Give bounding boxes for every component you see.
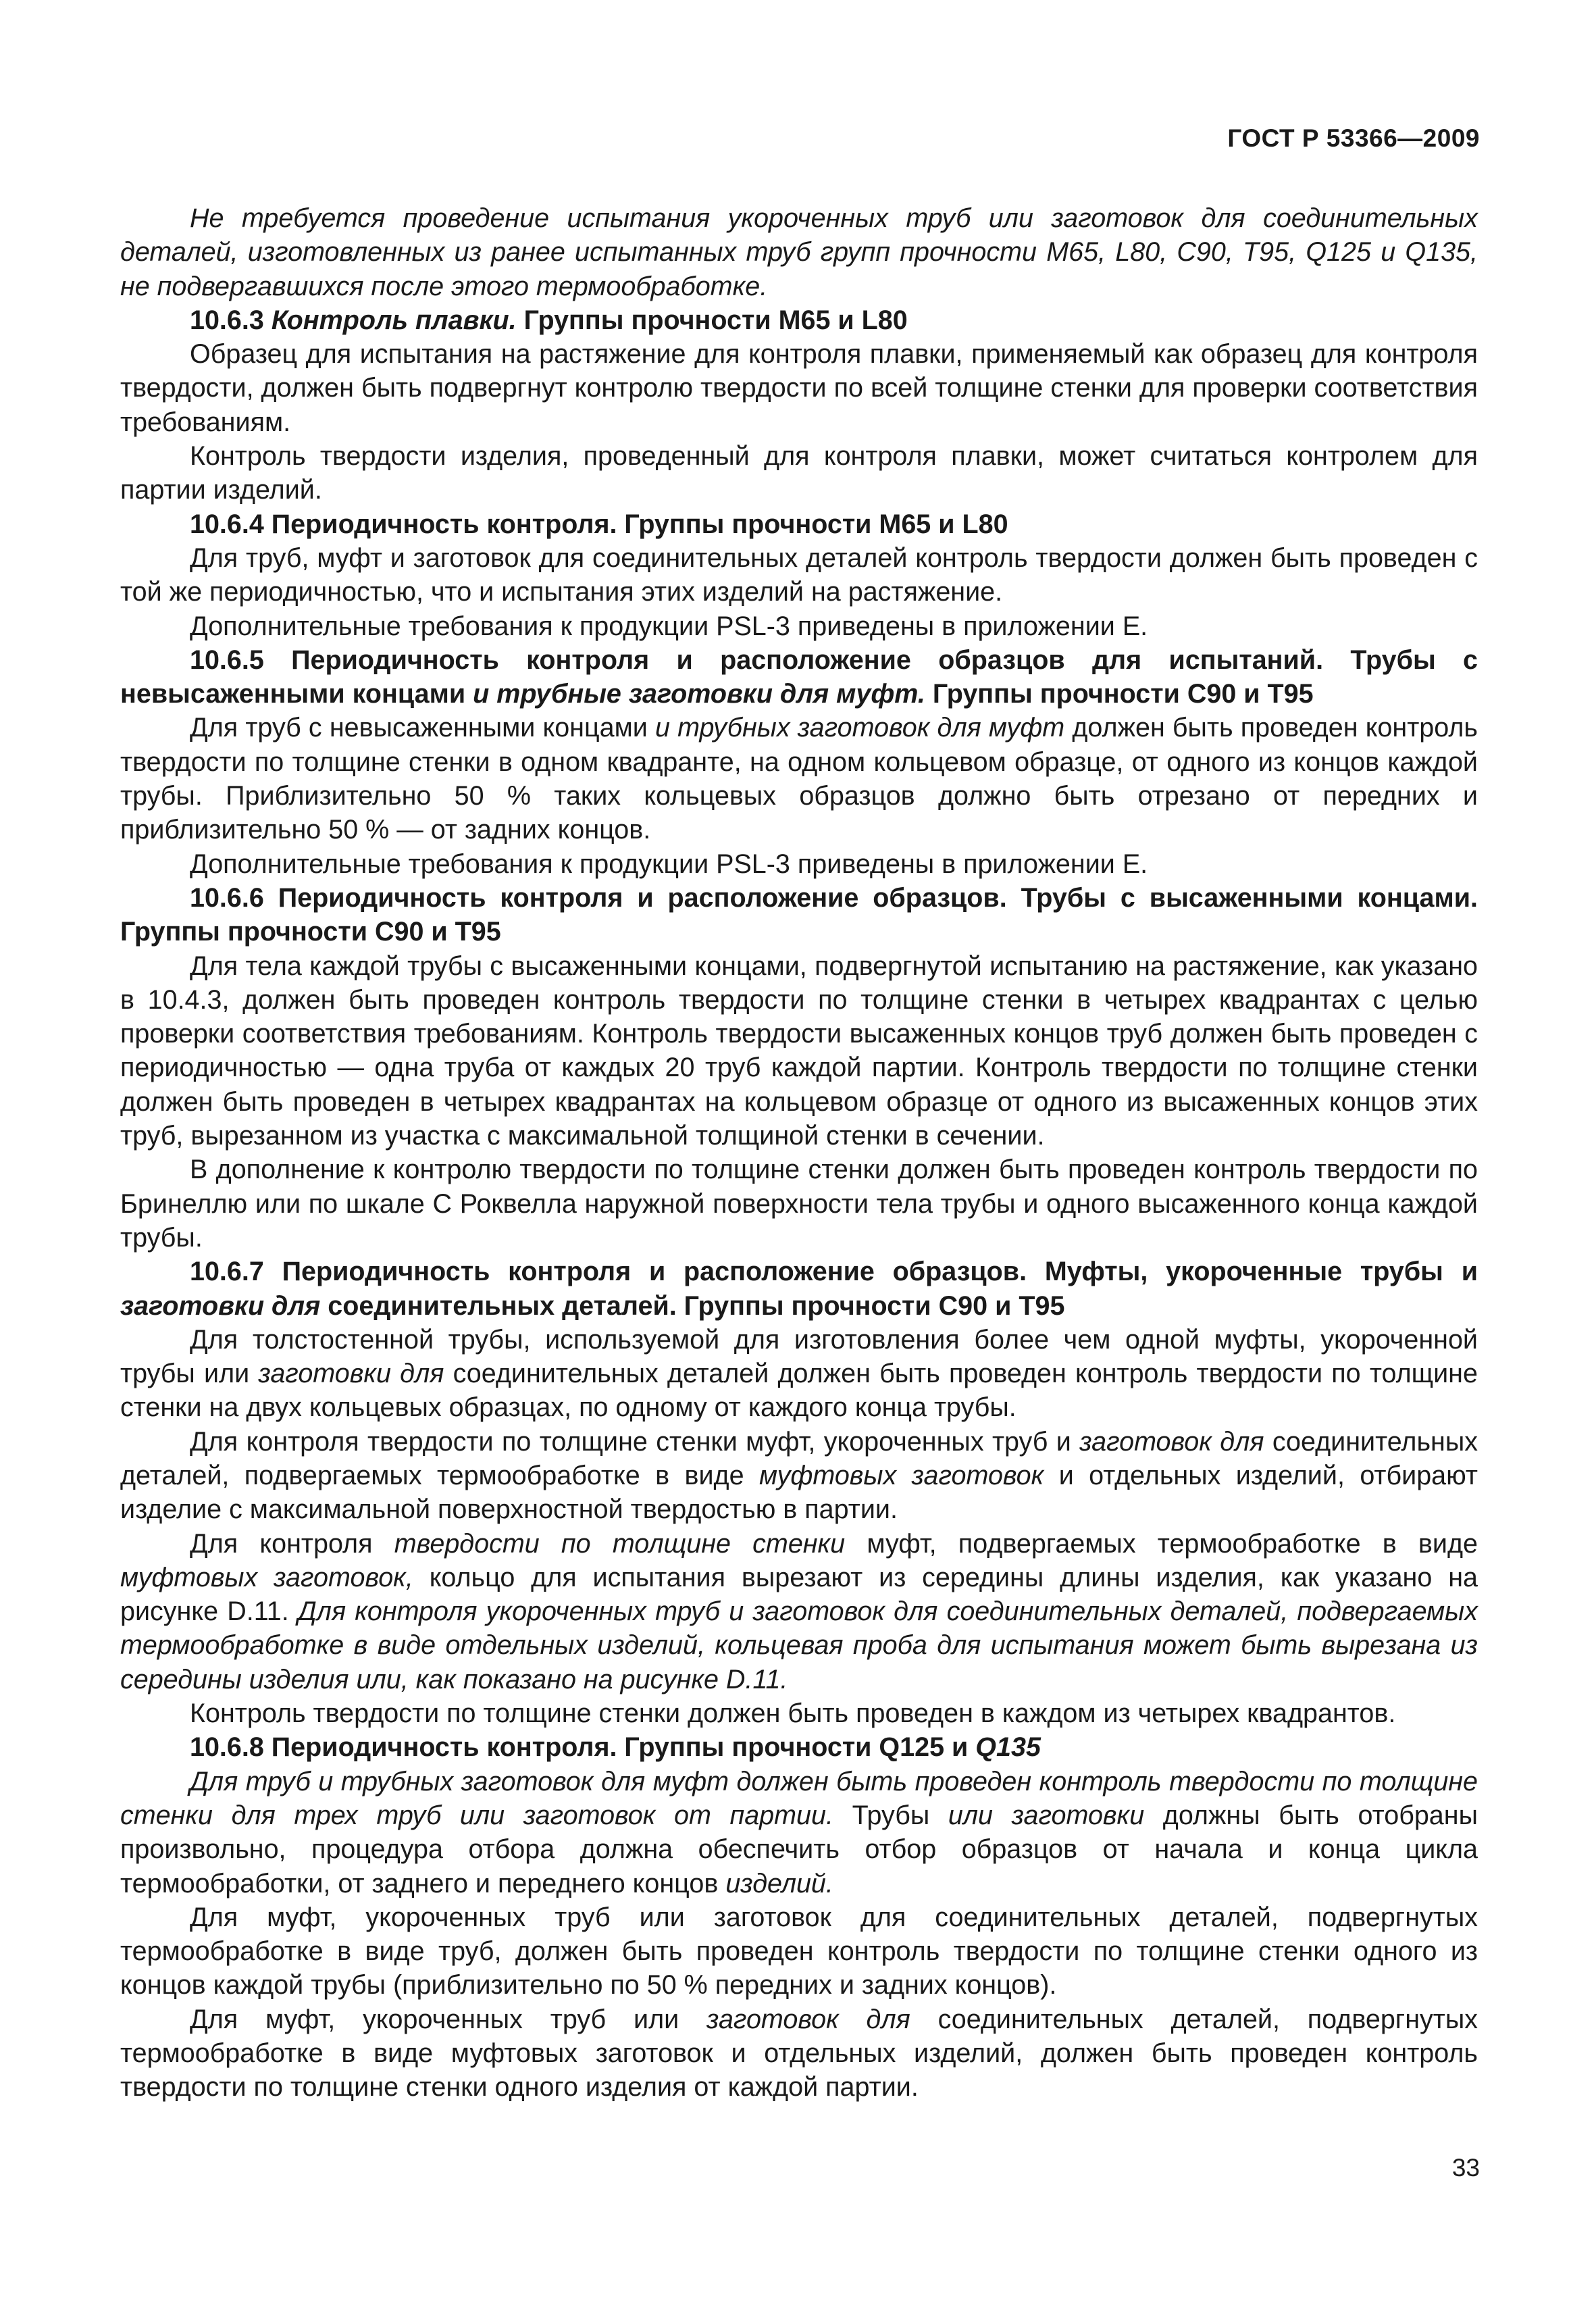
- text-run: Для толстостенной трубы, используемой для изготовления более чем одной муфты, укороченной трубы или: [120, 1324, 1478, 1389]
- section-heading-10-6-4: 10.6.4 Периодичность контроля. Группы прочности М65 и L80: [190, 509, 1008, 539]
- text-run-italic: твердости по толщине стенки: [394, 1528, 846, 1559]
- paragraph-intro: [120, 201, 1478, 303]
- section-number: 10.6.3: [190, 305, 264, 335]
- paragraph: В дополнение к контролю твердости по толщине стенки должен быть проведен контроль твердости по Бринеллю или по шкале С Роквелла наружной поверхности тела трубы и одного высаженного конца каждой трубы.: [120, 1155, 1478, 1253]
- text-run: Для контроля твердости по толщине стенки муфт, укороченных труб и: [190, 1426, 1071, 1457]
- text-run-italic: заготовки для: [258, 1359, 444, 1389]
- text-run: Для муфт, укороченных труб или: [190, 2004, 679, 2034]
- text-run-italic: изделий.: [725, 1868, 833, 1898]
- paragraph: Образец для испытания на растяжение для контроля плавки, применяемый как образец для контроля твердости, должен быть подвергнут контролю твердости по всей толщине стенки для проверки соответствия требованиям.: [120, 339, 1478, 437]
- paragraph: [120, 1323, 1478, 1425]
- paragraph: Для муфт, укороченных труб или заготовок для соединительных деталей, подвергнутых термообработке в виде труб, должен быть проведен контроль твердости по толщине стенки одного из концов каждой трубы (приблизительно по 50 % передних и задних концов).: [120, 1902, 1478, 2001]
- paragraph: Для труб, муфт и заготовок для соединительных деталей контроль твердости должен быть проведен с той же периодичностью, что и испытания этих изделий на растяжение.: [120, 543, 1478, 607]
- heading-part: Группы прочности С90 и Т95: [932, 679, 1314, 709]
- paragraph: [120, 1425, 1478, 1527]
- paragraph: Дополнительные требования к продукции PSL-3 приведены в приложении Е.: [190, 611, 1148, 641]
- text-run: должны быть отобраны произвольно, процедура отбора должна обеспечить отбор образцов от начала и конца цикла термообработки, от заднего и переднего концов: [120, 1800, 1478, 1898]
- section-title: Группы прочности М65 и L80: [523, 305, 908, 335]
- text-run: кольцо для испытания вырезают из середины длины изделия, как указано на рисунке D.11.: [120, 1562, 1478, 1627]
- text-run: и отдельных изделий, отбирают изделие с максимальной поверхностной твердостью в партии.: [120, 1460, 1478, 1525]
- heading-part-italic: заготовки для: [120, 1290, 321, 1321]
- heading-part: 10.6.8 Периодичность контроля. Группы прочности Q125 и: [190, 1732, 969, 1763]
- text-run-italic: заготовок для: [706, 2004, 910, 2034]
- text-run: соединительных деталей должен быть проведен контроль твердости по толщине стенки на двух кольцевых образцах, по одному от каждого конца трубы.: [120, 1359, 1478, 1423]
- text-run: Для труб с невысаженными концами: [190, 713, 648, 743]
- text-run-italic: или заготовки: [948, 1800, 1145, 1830]
- paragraph: [120, 1527, 1478, 1696]
- heading-part-italic: и трубные заготовки для муфт.: [473, 679, 925, 709]
- italic-text: Не требуется проведение испытания укороченных труб или заготовок для соединительных деталей, изготовленных из ранее испытанных труб групп прочности M65, L80, C90, T95, Q125 и Q135, не подвергавшихся после этого термообработке.: [120, 203, 1478, 301]
- section-title-italic: Контроль плавки.: [271, 305, 517, 335]
- heading-part: 10.6.5 Периодичность контроля и расположение образцов для испытаний. Трубы с невысаженными концами: [120, 645, 1478, 709]
- paragraph: Контроль твердости по толщине стенки должен быть проведен в каждом из четырех квадрантов.: [190, 1699, 1396, 1729]
- text-run-italic: Для контроля укороченных труб и заготовок для соединительных деталей, подвергаемых термообработке в виде отдельных изделий, кольцевая проба для испытания может быть вырезана из середины изделия или, как показано на рисунке D.11.: [120, 1596, 1478, 1694]
- paragraph: Дополнительные требования к продукции PSL-3 приведены в приложении Е.: [190, 849, 1148, 879]
- paragraph: Для тела каждой трубы с высаженными концами, подвергнутой испытанию на растяжение, как указано в 10.4.3, должен быть проведен контроль твердости по толщине стенки в четырех квадрантах с целью проверки соответствия требованиям. Контроль твердости высаженных концов труб должен быть проведен с периодичностью — одна труба от каждых 20 труб каждой партии. Контроль твердости по толщине стенки должен быть проведен в четырех квадрантах на кольцевом образце от одного из высаженных концов этих труб, вырезанном из участка с максимальной толщиной стенки в сечении.: [120, 951, 1478, 1151]
- paragraph: [120, 1765, 1478, 1901]
- paragraph: [120, 2003, 1478, 2105]
- document-header: ГОСТ Р 53366—2009: [1227, 124, 1480, 152]
- text-run: муфт, подвергаемых термообработке в виде: [867, 1528, 1478, 1559]
- text-run-italic: муфтовых заготовок: [758, 1460, 1044, 1490]
- paragraph: [120, 711, 1478, 847]
- text-run: Трубы: [852, 1800, 930, 1830]
- section-heading-10-6-8: [120, 1730, 1478, 1764]
- text-run-italic: заготовок для: [1079, 1426, 1264, 1457]
- heading-part: 10.6.7 Периодичность контроля и расположение образцов. Муфты, укороченные трубы и: [190, 1257, 1478, 1287]
- text-run: соединительных деталей, подвергаемых термообработке в виде: [120, 1426, 1478, 1490]
- text-run-italic: муфтовых заготовок,: [120, 1562, 413, 1592]
- section-heading-10-6-7: [120, 1255, 1478, 1323]
- section-heading-10-6-6: 10.6.6 Периодичность контроля и расположение образцов. Трубы с высаженными концами. Группы прочности С90 и Т95: [120, 882, 1478, 947]
- text-run: Для контроля: [190, 1528, 373, 1559]
- heading-part: соединительных деталей. Группы прочности С90 и Т95: [320, 1290, 1065, 1321]
- document-body: [120, 201, 1478, 2105]
- text-run-italic: и трубных заготовок для муфт: [654, 713, 1065, 743]
- heading-part-italic: Q135: [975, 1732, 1041, 1763]
- text-run: соединительных деталей, подвергнутых термообработке в виде муфтовых заготовок и отдельных изделий, должен быть проведен контроль твердости по толщине стенки одного изделия от каждой партии.: [120, 2004, 1478, 2103]
- section-heading-10-6-5: [120, 643, 1478, 711]
- page-number: 33: [1451, 2154, 1480, 2182]
- text-run: должен быть проведен контроль твердости по толщине стенки в одном квадранте, на одном кольцевом образце, от одного из концов каждой трубы. Приблизительно 50 % таких кольцевых образцов должно быть отрезано от передних и приблизительно 50 % — от задних концов.: [120, 713, 1478, 845]
- section-heading-10-6-3: [120, 303, 1478, 337]
- text-run-italic: Для труб и трубных заготовок для муфт должен быть проведен контроль твердости по толщине стенки для трех труб или заготовок от партии.: [120, 1766, 1478, 1830]
- paragraph: Контроль твердости изделия, проведенный для контроля плавки, может считаться контролем для партии изделий.: [120, 441, 1478, 505]
